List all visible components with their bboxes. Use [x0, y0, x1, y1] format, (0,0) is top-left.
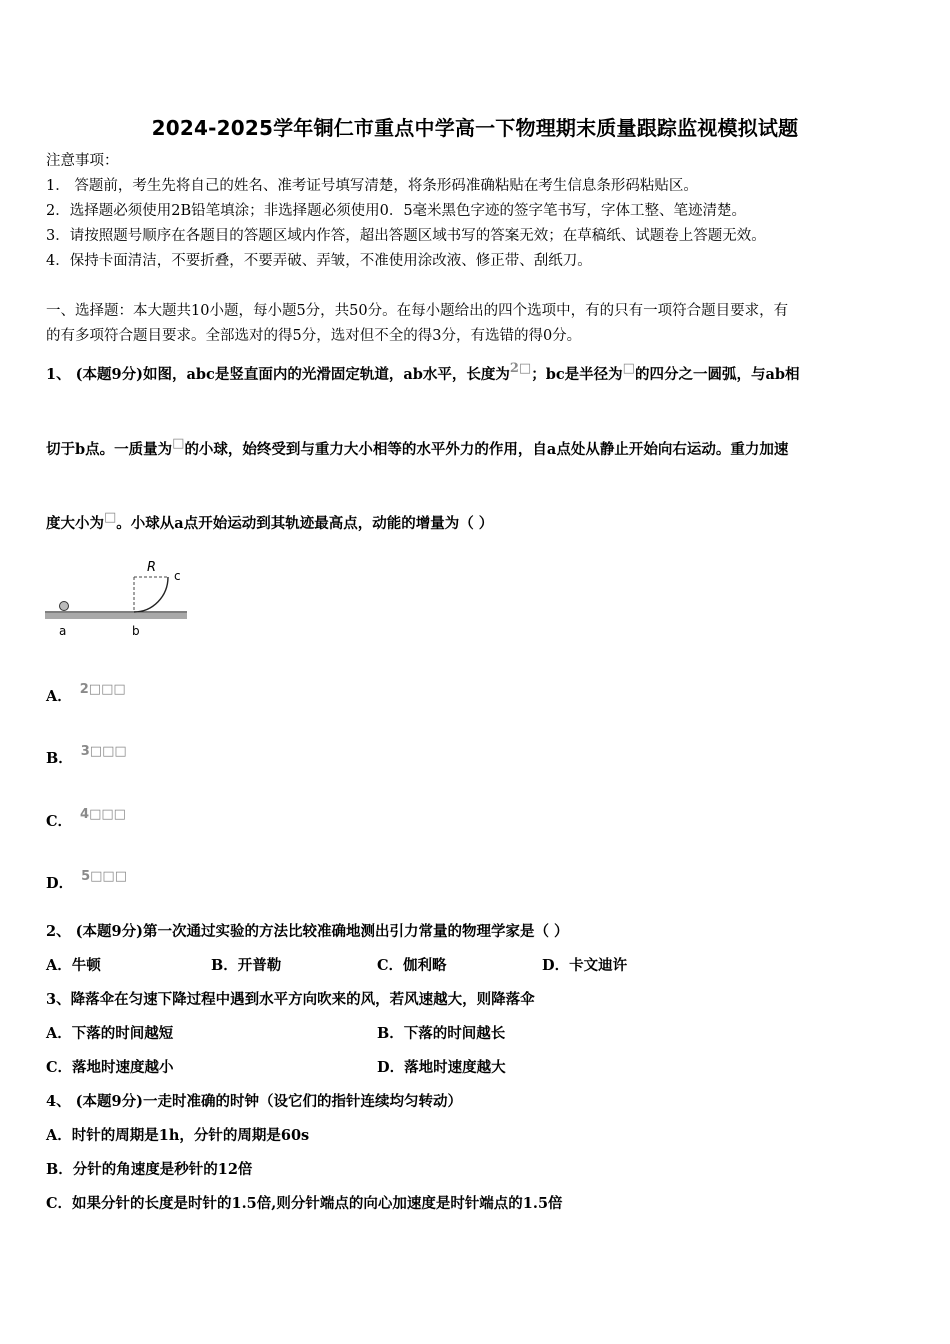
q2-option-c[interactable]: C．伽利略	[377, 957, 447, 974]
q1-option-a[interactable]	[46, 682, 126, 707]
q4-option-c[interactable]: C．如果分针的长度是时针的1.5倍,则分针端点的向心加速度是时针端点的1.5倍	[46, 1195, 563, 1212]
page-title: 2024-2025学年铜仁市重点中学高一下物理期末质量跟踪监视模拟试题	[151, 116, 799, 140]
arc-bc	[134, 577, 168, 612]
q1-text-4: 切于b点。一质量为	[46, 441, 173, 458]
notice-item-4: 4．保持卡面清洁，不要折叠，不要弄破、弄皱，不准使用涂改液、修正带、刮纸刀。	[46, 253, 592, 269]
q4-option-a[interactable]: A．时针的周期是1h，分针的周期是60s	[46, 1127, 310, 1144]
q4-text: 一走时准确的时钟（设它们的指针连续均匀转动）	[142, 1093, 462, 1110]
q1-placeholder-gravity: □	[104, 510, 117, 525]
q1-placeholder-mass: □	[172, 436, 185, 451]
option-value: 2□□□	[79, 682, 126, 697]
q1-number: 1、	[46, 366, 71, 383]
label-b: b	[132, 624, 140, 638]
q2-option-b[interactable]: B．开普勒	[211, 957, 282, 974]
q1-score: (本题9分)	[75, 366, 143, 383]
question-3-stem: 3、降落伞在匀速下降过程中遇到水平方向吹来的风，若风速越大，则降落伞	[46, 991, 535, 1008]
q2-option-d[interactable]: D．卡文迪许	[542, 957, 628, 974]
option-value: 3□□□	[80, 744, 127, 759]
option-letter: D．	[46, 875, 74, 892]
q1-option-d[interactable]	[46, 869, 127, 894]
question-2-stem	[46, 923, 569, 941]
notice-item-2: 2．选择题必须使用2B铅笔填涂；非选择题必须使用0．5毫米黑色字迹的签字笔书写，字体工整、笔迹清楚。	[46, 203, 747, 219]
q4-score: (本题9分)	[75, 1093, 143, 1110]
option-letter: C．	[46, 813, 73, 830]
q2-score: (本题9分)	[75, 923, 143, 940]
q3-option-c[interactable]: C．落地时速度越小	[46, 1059, 174, 1076]
q2-text: 第一次通过实验的方法比较准确地测出引力常量的物理学家是（ ）	[142, 923, 569, 940]
ball	[60, 602, 69, 611]
label-c: c	[174, 569, 181, 583]
question-1-line-1	[46, 361, 800, 385]
q1-text-5: 的小球，始终受到与重力大小相等的水平外力的作用，自a点处从静止开始向右运动。重力加速	[184, 441, 789, 458]
option-value: 4□□□	[80, 807, 126, 822]
q1-text-1: 如图，abc是竖直面内的光滑固定轨道，ab水平，长度为	[142, 366, 510, 383]
q3-option-d[interactable]: D．落地时速度越大	[377, 1059, 506, 1076]
q4-option-b[interactable]: B．分针的角速度是秒针的12倍	[46, 1161, 253, 1178]
q3-option-b[interactable]: B．下落的时间越长	[377, 1025, 506, 1042]
q1-text-2: ；bc是半径为	[531, 366, 623, 383]
q1-placeholder-radius: □	[622, 361, 635, 376]
q1-text-3: 的四分之一圆弧，与ab相	[634, 366, 800, 383]
q2-option-a[interactable]: A．牛顿	[46, 957, 101, 974]
question-4-stem	[46, 1093, 462, 1111]
q2-number: 2、	[46, 923, 71, 940]
option-value: 5□□□	[81, 869, 127, 884]
label-a: a	[59, 624, 67, 638]
notice-item-3: 3．请按照题号顺序在各题目的答题区域内作答，超出答题区域书写的答案无效；在草稿纸、试题卷上答题无效。	[46, 228, 766, 244]
q4-number: 4、	[46, 1093, 71, 1110]
section-intro-line-2: 的有多项符合题目要求。全部选对的得5分，选对但不全的得3分，有选错的得0分。	[46, 328, 582, 344]
question-1-line-2	[46, 436, 789, 460]
option-letter: A．	[46, 688, 72, 705]
section-intro-line-1: 一、选择题：本大题共10小题，每小题5分，共50分。在每小题给出的四个选项中，有的只有一项符合题目要求，有	[46, 303, 789, 319]
ground-surface	[45, 613, 187, 619]
q1-placeholder-length: 2□	[509, 361, 532, 376]
notice-item-1: 1． 答题前，考生先将自己的姓名、准考证号填写清楚，将条形码准确粘贴在考生信息条形码粘贴区。	[46, 178, 698, 194]
q1-option-b[interactable]	[46, 744, 127, 769]
q1-text-6: 度大小为	[46, 515, 104, 532]
q1-text-7: 。小球从a点开始运动到其轨迹最高点，动能的增量为（ ）	[116, 515, 494, 532]
label-R: R	[147, 560, 157, 575]
q3-option-a[interactable]: A．下落的时间越短	[46, 1025, 174, 1042]
track-diagram	[40, 555, 200, 645]
option-letter: B．	[46, 750, 73, 767]
notice-heading: 注意事项：	[46, 153, 119, 169]
q1-option-c[interactable]	[46, 807, 126, 832]
question-1-line-3	[46, 510, 494, 534]
